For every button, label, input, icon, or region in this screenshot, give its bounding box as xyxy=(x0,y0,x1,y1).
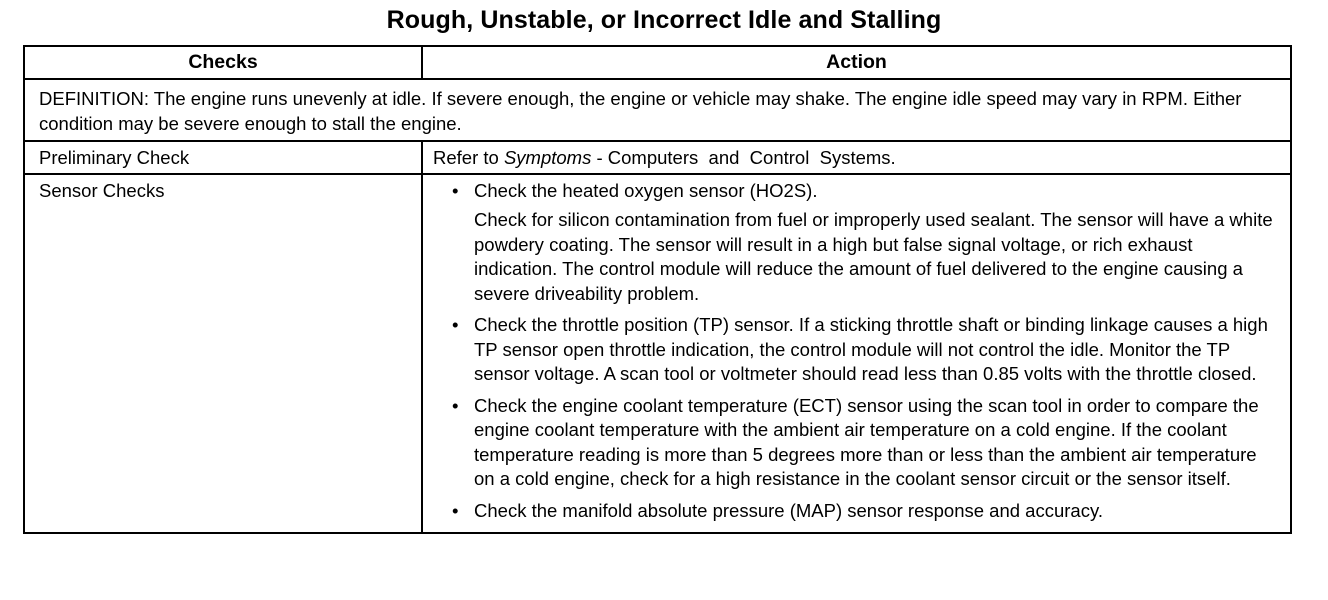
sensor-check-list xyxy=(433,179,1280,524)
header-row xyxy=(24,46,1291,79)
page-title: Rough, Unstable, or Incorrect Idle and Stalling xyxy=(386,6,942,34)
list-item xyxy=(433,313,1280,387)
diagnostic-table xyxy=(23,45,1292,534)
column-header-action: Action xyxy=(422,46,1291,79)
bullet-tp-sensor: Check the throttle position (TP) sensor. If a sticking throttle shaft or binding linkage causes a high TP sensor open throttle indication, the control module will not control the idle. Monitor the TP sensor voltage. A scan tool or voltmeter should read less than 0.85 volts with the throttle closed. xyxy=(474,314,1268,384)
action-suffix: - Computers and Control Systems. xyxy=(591,147,896,168)
column-header-checks: Checks xyxy=(24,46,422,79)
table-row xyxy=(24,174,1291,534)
check-sensor: Sensor Checks xyxy=(24,174,422,534)
bullet-ho2s-detail: Check for silicon contamination from fuel or improperly used sealant. The sensor will have a white powdery coating. The sensor will result in a high but false signal voltage, or rich exhaust indication. The control module will reduce the amount of fuel delivered to the engine causing a severe driveability problem. xyxy=(474,209,1273,304)
list-item xyxy=(433,499,1280,524)
definition-row xyxy=(24,79,1291,141)
action-sensor xyxy=(422,174,1291,534)
table-row xyxy=(24,141,1291,174)
list-item xyxy=(433,179,1280,307)
definition-text: DEFINITION: The engine runs unevenly at idle. If severe enough, the engine or vehicle may shake. The engine idle speed may vary in RPM. Either condition may be severe enough to stall the engine. xyxy=(24,79,1291,141)
action-preliminary xyxy=(422,141,1291,174)
list-item xyxy=(433,394,1280,492)
bullet-map-sensor: Check the manifold absolute pressure (MAP) sensor response and accuracy. xyxy=(474,499,1103,521)
bullet-ho2s: Check the heated oxygen sensor (HO2S). xyxy=(474,179,818,201)
symptoms-reference: Symptoms xyxy=(503,147,592,168)
action-prefix: Refer to xyxy=(433,147,504,168)
bullet-ect-sensor: Check the engine coolant temperature (ECT) sensor using the scan tool in order to compare the engine coolant temperature with the ambient air temperature on a cold engine. If the coolant temperature reading is more than 5 degrees more than or less than the ambient air temperature on a cold engine, check for a high resistance in the coolant sensor circuit or the sensor itself. xyxy=(474,394,1259,489)
check-preliminary: Preliminary Check xyxy=(24,141,422,174)
